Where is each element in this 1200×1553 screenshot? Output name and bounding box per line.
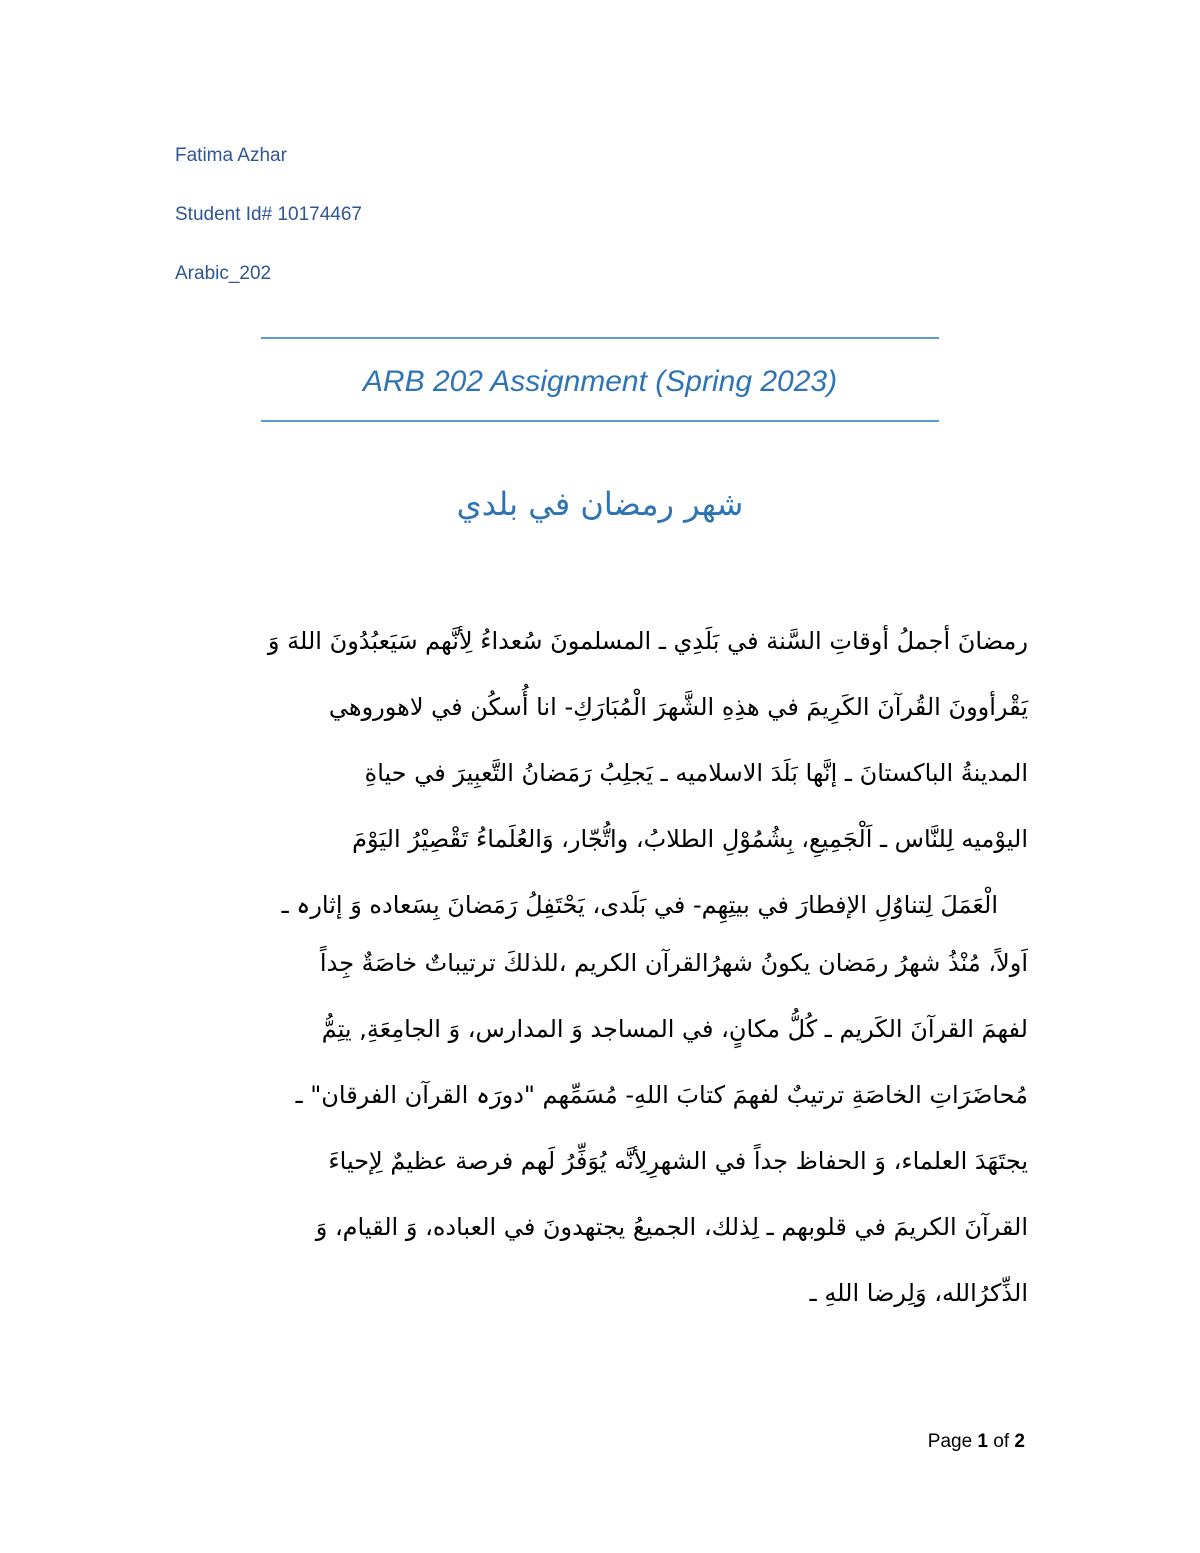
paragraph-line: مُحاضَرَاتِ الخاصَةِ ترتيبٌ لفهمَ كتابَ اللهِ- مُسَمِّهم "دورَہ القرآن الفرقان" ـ	[295, 1081, 1028, 1109]
title-bottom-rule	[261, 420, 939, 422]
title-top-rule	[261, 337, 939, 339]
paragraph-line: الْعَمَلَ لِتناوُلِ الإفطارَ في بيتِهِم- في بَلَدى، يَحْتَفِلُ رَمَضانَ بِسَعاده وَ إثارہ ـ	[281, 891, 998, 919]
paragraph-line: اليوْميه لِلنَّاس ـ اَلْجَمِيعِ، بِشُمُوْلِ الطلابُ، واتُّجّار، وَالعُلَماءُ تَقْصِيْرُ اليَوْمَ	[352, 825, 1028, 853]
page-number	[928, 1430, 1025, 1454]
author-name: Fatima Azhar	[175, 145, 287, 166]
page-of-label: of	[993, 1431, 1010, 1452]
course-code: Arabic_202	[175, 263, 272, 284]
page-label: Page	[927, 1431, 973, 1452]
paragraph-line: لفهمَ القرآنَ الكَريم ـ كُلُّ مكانٍ، في المساجد وَ المدارس، وَ الجامِعَةِ, يتِمُّ	[321, 1015, 1028, 1043]
paragraph-1	[160, 608, 1028, 938]
arabic-heading: شهر رمضان في بلدي	[456, 485, 744, 523]
paragraph-2	[160, 930, 1028, 1326]
total-pages: 2	[1014, 1431, 1025, 1452]
paragraph-line: يَقْرأوونَ القُرآنَ الكَرِيمَ في هذِهِ الشَّهرَ الْمُبَارَكِ- انا أُسكُن في لاهوروهي	[328, 693, 1028, 721]
current-page: 1	[977, 1431, 988, 1452]
paragraph-line: القرآنَ الكريمَ في قلوبهم ـ لِذلك، الجميعُ يجتهدونَ في العباده، وَ القيام، وَ	[315, 1213, 1028, 1241]
assignment-title: ARB 202 Assignment (Spring 2023)	[362, 365, 838, 398]
student-id: Student Id# 10174467	[175, 204, 363, 225]
paragraph-line: المدينةُ الباكستانَ ـ إنَّها بَلَدَ الاسلاميه ـ يَجلِبُ رَمَضانُ التَّعبِيرَ في حياةِ	[364, 759, 1028, 787]
paragraph-line: الذِّكرُالله، وَلِرضا اللهِ ـ	[809, 1279, 1028, 1307]
paragraph-line: رمضانَ أجملُ أوقاتِ السَّنة في بَلَدِي ـ المسلمونَ سُعداءُ لِأنَّهم سَيَعبُدُونَ اللهَ وَ	[267, 627, 1028, 655]
paragraph-line: اَولاً، مُنْذُ شهرُ رمَضان يكونُ شهرُالقرآن الكريم ،للذلكَ ترتيباتٌ خاصَةٌ جِداً	[319, 949, 1028, 977]
paragraph-line: يجتَهَدَ العلماء، وَ الحفاظ جداً في الشهرِلِأنَّه يُوَفِّرُ لَهم فرصة عظيمٌ لِإحياءَ	[328, 1147, 1028, 1175]
